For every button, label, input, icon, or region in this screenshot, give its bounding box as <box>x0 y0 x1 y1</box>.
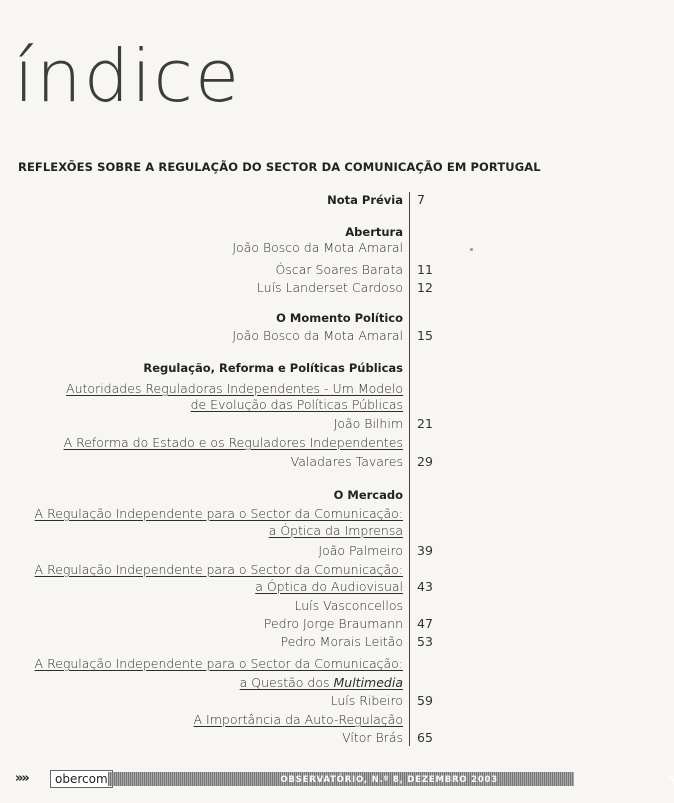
toc-italic-term: Multimedia <box>333 675 403 690</box>
toc-page-number: 12 <box>417 280 433 295</box>
toc-page-number: 39 <box>417 543 433 558</box>
toc-entry <box>0 360 600 376</box>
footer-bar <box>108 772 674 786</box>
toc-entry[interactable] <box>0 523 600 539</box>
toc-article-title[interactable]: A Reforma do Estado e os Reguladores Independentes <box>63 435 403 450</box>
toc-author: João Bilhim <box>333 416 403 431</box>
toc-article-title[interactable]: a Questão dos Multimedia <box>239 675 403 690</box>
toc-entry[interactable] <box>0 562 600 578</box>
toc-author: Luís Vasconcellos <box>294 598 403 613</box>
toc-entry <box>0 693 600 709</box>
toc-section-heading: Nota Prévia <box>327 193 403 207</box>
toc-article-title[interactable]: Autoridades Reguladoras Independentes - Um Modelo <box>66 381 403 396</box>
toc-author: Valadares Tavares <box>290 454 403 469</box>
toc-page-number: 29 <box>417 454 433 469</box>
toc-entry <box>0 416 600 432</box>
toc-section-heading: Abertura <box>345 225 403 239</box>
toc-article-title[interactable]: de Evolução das Políticas Públicas <box>190 397 403 412</box>
toc-entry[interactable] <box>0 397 600 413</box>
toc-entry <box>0 487 600 503</box>
toc-entry <box>0 310 600 326</box>
toc-entry <box>0 730 600 746</box>
toc-page-number: 59 <box>417 693 433 708</box>
toc-author: Óscar Soares Barata <box>275 262 403 277</box>
footer-issue-info: OBSERVATÓRIO, N.º 8, DEZEMBRO 2003 <box>280 775 498 785</box>
toc-page-number: 7 <box>417 192 425 207</box>
toc-author: João Palmeiro <box>318 543 403 558</box>
toc-page-number: 43 <box>417 579 433 594</box>
toc-page-number: 65 <box>417 730 433 745</box>
toc-article-title[interactable]: A Regulação Independente para o Sector da Comunicação: <box>34 656 403 671</box>
toc-section-heading: O Momento Político <box>276 311 403 325</box>
arrows-icon: »» <box>15 771 28 786</box>
page-footer <box>0 770 674 790</box>
toc-article-title[interactable]: A Regulação Independente para o Sector da Comunicação: <box>34 506 403 521</box>
toc-page-number: 47 <box>417 616 433 631</box>
toc-author: Vítor Brás <box>342 730 403 745</box>
page-title: índice <box>14 34 242 118</box>
toc-entry <box>0 224 600 240</box>
toc-entry[interactable] <box>0 579 600 595</box>
toc-author: Pedro Jorge Braumann <box>263 616 403 631</box>
toc-section-heading: Regulação, Reforma e Políticas Públicas <box>143 361 403 375</box>
toc-entry[interactable] <box>0 712 600 728</box>
toc-page-number: 15 <box>417 328 433 343</box>
toc-entry[interactable] <box>0 675 600 691</box>
toc-entry <box>0 192 600 208</box>
toc-article-title[interactable]: a Óptica da Imprensa <box>268 523 403 538</box>
toc-entry[interactable] <box>0 381 600 397</box>
toc-entry <box>0 240 600 256</box>
toc-page-number: 21 <box>417 416 433 431</box>
toc-entry <box>0 454 600 470</box>
toc-entry[interactable] <box>0 506 600 522</box>
toc-author: João Bosco da Mota Amaral <box>232 240 403 255</box>
toc-entry <box>0 598 600 614</box>
toc-author: Luís Landerset Cardoso <box>256 280 403 295</box>
footer-page-number: 5 <box>668 775 674 785</box>
toc-entry <box>0 616 600 632</box>
toc-entry <box>0 328 600 344</box>
toc-article-title[interactable]: A Regulação Independente para o Sector da Comunicação: <box>34 562 403 577</box>
toc-page-number: 53 <box>417 634 433 649</box>
speck-mark <box>470 248 473 251</box>
toc-page-number: 11 <box>417 262 433 277</box>
toc-entry[interactable] <box>0 656 600 672</box>
toc-entry <box>0 543 600 559</box>
toc-entry <box>0 280 600 296</box>
toc-article-title[interactable]: a Óptica do Audiovisual <box>255 579 403 594</box>
toc-author: Luís Ribeiro <box>330 693 403 708</box>
toc-entry[interactable] <box>0 435 600 451</box>
obercom-logo: obercom <box>50 770 113 788</box>
toc-entry <box>0 262 600 278</box>
toc-article-title[interactable]: A Importância da Auto-Regulação <box>193 712 403 727</box>
toc-section-heading: O Mercado <box>333 488 403 502</box>
toc-entry <box>0 634 600 650</box>
toc-author: Pedro Morais Leitão <box>280 634 403 649</box>
publication-subtitle: REFLEXÕES SOBRE A REGULAÇÃO DO SECTOR DA COMUNICAÇÃO EM PORTUGAL <box>18 160 541 174</box>
toc-author: João Bosco da Mota Amaral <box>232 328 403 343</box>
